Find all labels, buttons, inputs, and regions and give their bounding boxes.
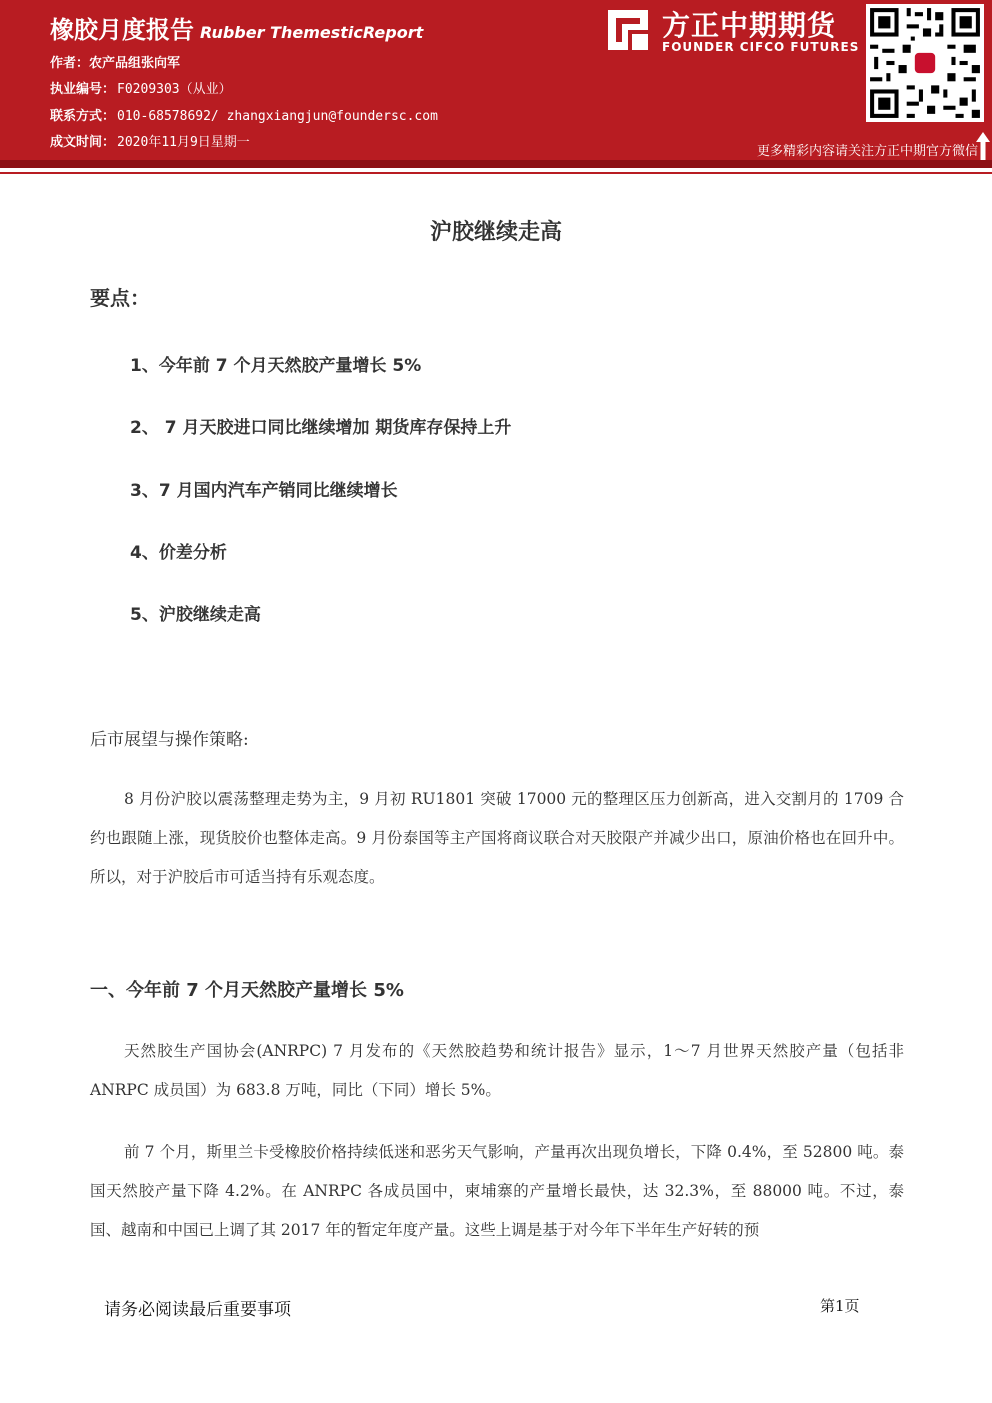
- date-label: 成文时间：: [50, 135, 116, 150]
- disclaimer-note: 请务必阅读最后重要事项: [104, 1300, 291, 1320]
- key-point-3: 3、7 月国内汽车产销同比继续增长: [130, 481, 398, 501]
- report-title-cn: 橡胶月度报告: [50, 16, 194, 44]
- section-1-paragraph-2: 前 7 个月，斯里兰卡受橡胶价格持续低迷和恶劣天气影响，产量再次出现负增长，下降 0.4%，至 52800 吨。泰国天然胶产量下降 4.2%。在 ANRPC 各成员国中，柬埔寨的产量增长最快，达 32.3%，至 88000 吨。不过，泰国、越南和中国已上调了其 2017 年的暂定年度产量。这些上调是基于对今年下半年生产好转的预: [90, 1143, 904, 1239]
- key-point-4: 4、价差分析: [130, 543, 227, 563]
- key-points-heading: 要点：: [90, 286, 150, 310]
- section-1-title: 一、今年前 7 个月天然胶产量增长 5%: [90, 980, 404, 1001]
- outlook-heading: 后市展望与操作策略:: [90, 730, 249, 750]
- up-arrow-icon: [976, 132, 990, 160]
- report-header: [0, 0, 992, 160]
- author-value: 农产品组张向军: [89, 56, 181, 71]
- license-label: 执业编号：: [50, 82, 116, 97]
- author-label: 作者：: [50, 56, 90, 71]
- header-bottom-strip: [0, 160, 992, 168]
- wechat-follow-note: 更多精彩内容请关注方正中期官方微信: [756, 144, 978, 159]
- section-1-paragraph-1: 天然胶生产国协会(ANRPC) 7 月发布的《天然胶趋势和统计报告》显示，1～7 月世界天然胶产量（包括非 ANRPC 成员国）为 683.8 万吨，同比（下同）增长 5%。: [90, 1042, 904, 1099]
- contact-value: 010-68578692/ zhangxiangjun@foundersc.com: [117, 109, 438, 124]
- key-point-5: 5、沪胶继续走高: [130, 605, 261, 625]
- document-title: 沪胶继续走高: [429, 220, 562, 245]
- header-divider: [0, 172, 992, 174]
- contact-label: 联系方式：: [50, 109, 116, 124]
- page-number: 第1页: [820, 1297, 860, 1315]
- company-logo-cn: 方正中期期货: [662, 9, 837, 42]
- wechat-qr-code-icon: [866, 4, 984, 122]
- founder-logo-icon: [604, 6, 652, 54]
- report-title-en: Rubber ThemesticReport: [200, 23, 424, 42]
- date-value: 2020年11月9日星期一: [117, 135, 250, 150]
- license-value: F0209303（从业）: [117, 82, 232, 97]
- report-title: [50, 10, 423, 45]
- key-point-1: 1、今年前 7 个月天然胶产量增长 5%: [130, 356, 422, 376]
- contact-line: [50, 105, 438, 124]
- date-line: [50, 131, 250, 150]
- license-line: [50, 78, 232, 97]
- key-point-2: 2、 7 月天胶进口同比继续增加 期货库存保持上升: [130, 418, 512, 438]
- author-line: [50, 52, 180, 71]
- company-logo-en: FOUNDER CIFCO FUTURES: [662, 40, 860, 54]
- outlook-paragraph: 8 月份沪胶以震荡整理走势为主，9 月初 RU1801 突破 17000 元的整理区压力创新高，进入交割月的 1709 合约也跟随上涨，现货胶价也整体走高。9 月份泰国等主产国将商议联合对天胶限产并减少出口，原油价格也在回升中。所以，对于沪胶后市可适当持有乐观态度。: [90, 790, 904, 886]
